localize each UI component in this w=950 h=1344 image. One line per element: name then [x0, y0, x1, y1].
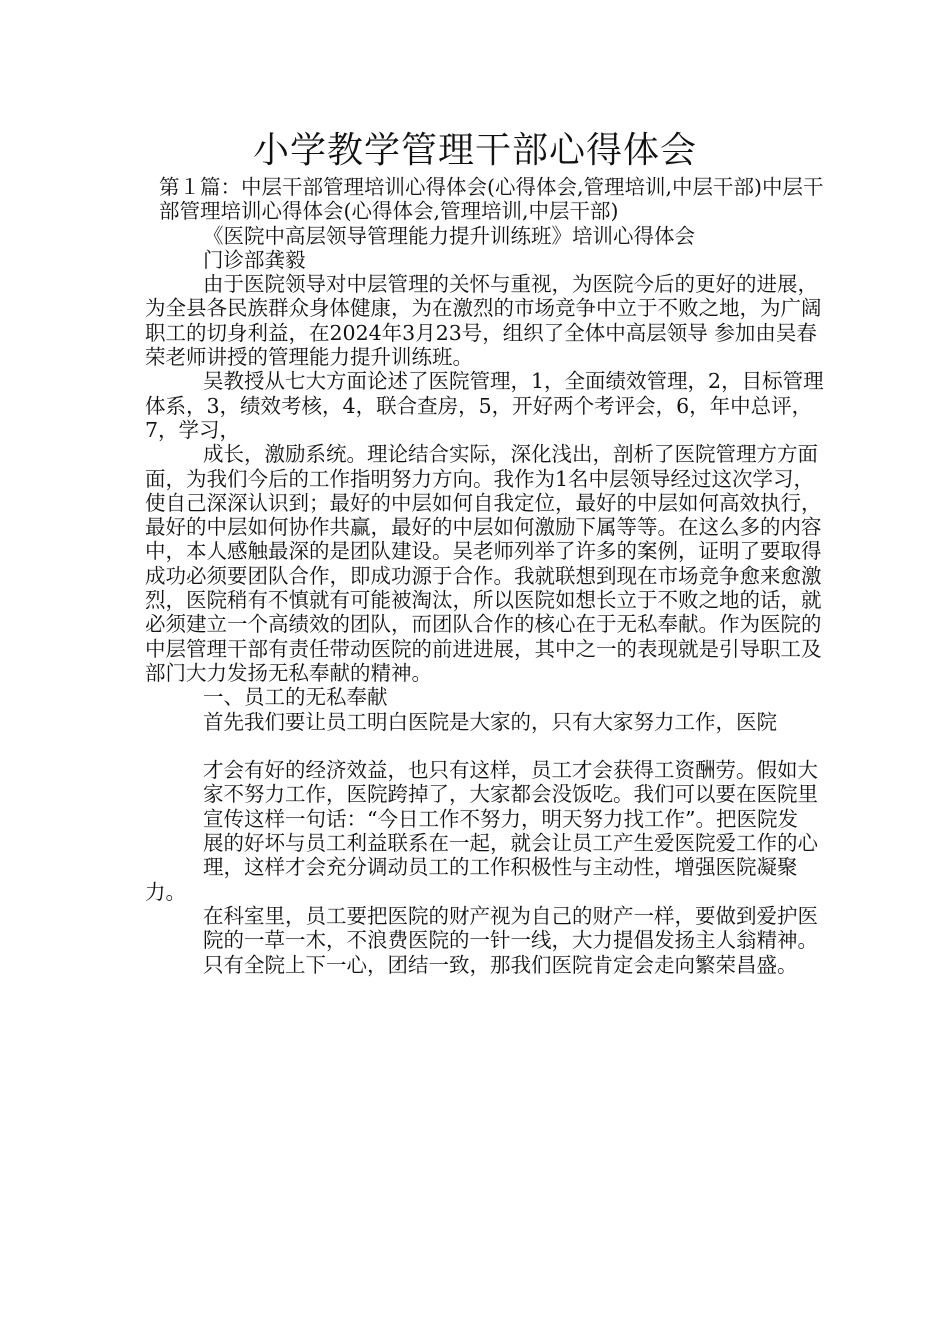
document-title: 小学教学管理干部心得体会: [252, 130, 697, 171]
paragraph-line: 展的好坏与员工利益联系在一起，就会让员工产生爱医院爱工作的心: [203, 831, 818, 856]
paragraph-line: 才会有好的经济效益，也只有这样，员工才会获得工资酬劳。假如大: [203, 758, 818, 783]
paragraph-line: 院的一草一木，不浪费医院的一针一线，大力提倡发扬主人翁精神。: [203, 928, 818, 953]
paragraph-line: 只有全院上下一心，团结一致，那我们医院肯定会走向繁荣昌盛。: [203, 952, 798, 977]
paragraph-seven-aspects: 吴教授从七大方面论述了医院管理，1，全面绩效管理，2，目标管理体系，3，绩效考核，4，联合查房，5，开好两个考评会，6，年中总评，7，学习，: [145, 369, 824, 442]
paragraph-team-building: 成长，激励系统。理论结合实际，深化浅出，剖析了医院管理方方面面，为我们今后的工作指明努力方向。我作为1名中层领导经过这次学习，使自己深深认识到；最好的中层如何自我定位，最好的中层如何高效执行，最好的中层如何协作共赢，最好的中层如何激励下属等等。在这么多的内容中，本人感触最深的是团队建设。吴老师列举了许多的案例，证明了要取得成功必须要团队合作，即成功源于合作。我就联想到现在市场竞争愈来愈激烈，医院稍有不慎就有可能被淘汰，所以医院如想长立于不败之地的话，就必须建立一个高绩效的团队，而团队合作的核心在于无私奉献。作为医院的中层管理干部有责任带动医院的前进进展，其中之一的表现就是引导职工及部门大力发扬无私奉献的精神。: [145, 442, 822, 685]
section-heading-dedication: 一、员工的无私奉献: [203, 685, 388, 710]
paragraph-line: 首先我们要让员工明白医院是大家的，只有大家努力工作，医院: [203, 709, 777, 734]
paragraph-intro: 由于医院领导对中层管理的关怀与重视，为医院今后的更好的进展，为全县各民族群众身体健康，为在激烈的市场竞争中立于不败之地，为广阔职工的切身利益，在2024年3月23号，组织了全体中高层领导 参加由吴春荣老师讲授的管理能力提升训练班。: [145, 272, 822, 370]
paragraph-line: 宣传这样一句话：“今日工作不努力，明天努力找工作”。把医院发: [203, 806, 798, 831]
blank-line: [145, 734, 825, 758]
paragraph-chapter-heading: 第１篇：中层干部管理培训心得体会(心得体会,管理培训,中层干部)中层干部管理培训心得体会(心得体会,管理培训,中层干部): [159, 175, 824, 224]
paragraph-line: 家不努力工作，医院跨掉了，大家都会没饭吃。我们可以要在医院里: [203, 782, 818, 807]
paragraph-training-title: 《医院中高层领导管理能力提升训练班》培训心得体会: [203, 223, 695, 248]
paragraph-line: 在科室里，员工要把医院的财产视为自己的财产一样，要做到爱护医: [203, 903, 818, 928]
paragraph-line: 理，这样才会充分调动员工的工作积极性与主动性，增强医院凝聚力。: [145, 855, 798, 904]
document-body: [145, 175, 825, 977]
paragraph-author: 门诊部龚毅: [203, 247, 306, 272]
